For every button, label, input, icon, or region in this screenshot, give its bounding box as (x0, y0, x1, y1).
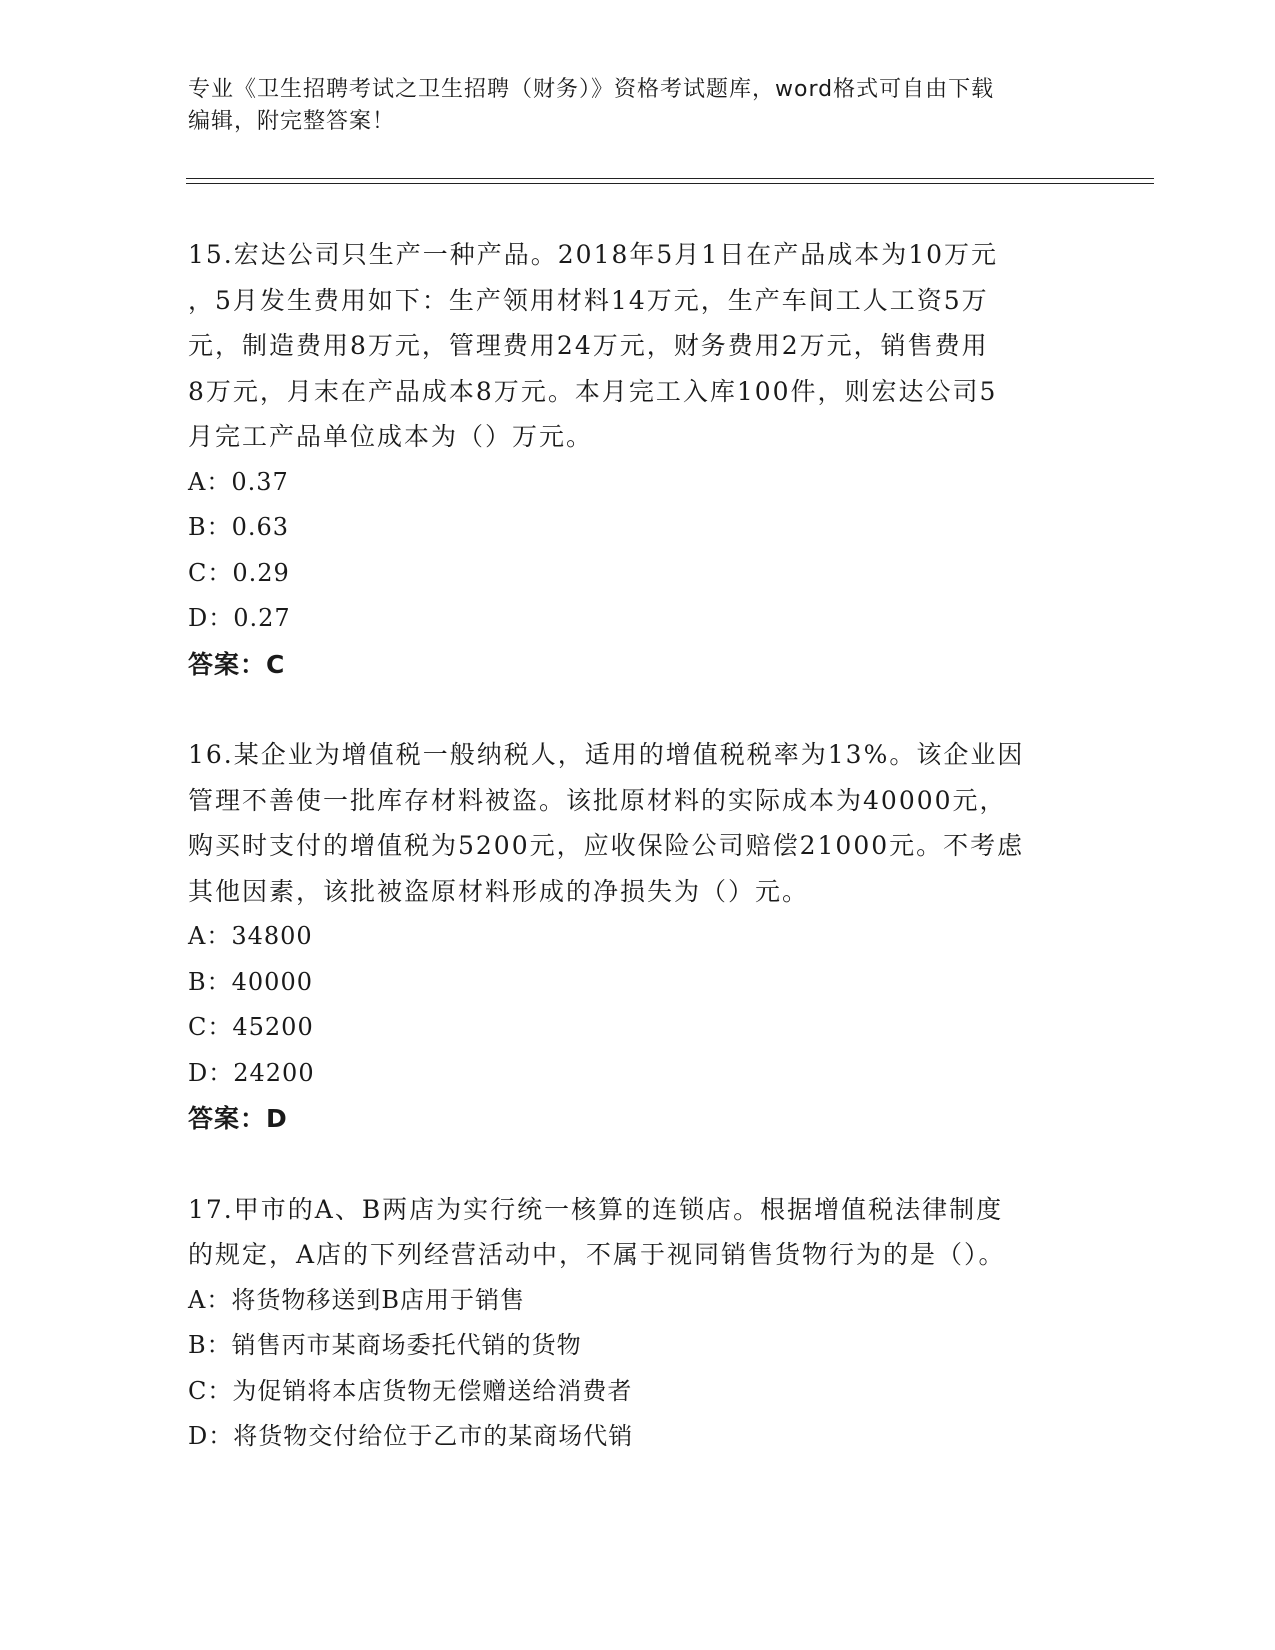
question-stem-line: ，5月发生费用如下：生产领用材料14万元，生产车间工人工资5万 (188, 285, 989, 315)
answer-key: 答案：C (188, 649, 286, 679)
question-2 (188, 732, 1088, 1142)
answer-option: C：0.29 (188, 558, 290, 587)
question-1 (188, 232, 1088, 687)
question-stem-line: 购买时支付的增值税为5200元，应收保险公司赔偿21000元。不考虑 (188, 831, 1025, 860)
answer-option: D：24200 (188, 1058, 315, 1087)
answer-option: B：40000 (188, 967, 313, 996)
answer-option: C：为促销将本店货物无偿赠送给消费者 (188, 1376, 633, 1405)
header-line-1: 专业《卫生招聘考试之卫生招聘（财务）》资格考试题库，word格式可自由下载 (188, 77, 995, 102)
answer-option: B：0.63 (188, 513, 290, 541)
question-list (188, 232, 1088, 1460)
question-stem-line: 的规定，A店的下列经营活动中，不属于视同销售货物行为的是（）。 (188, 1240, 1006, 1269)
header-line-2: 编辑，附完整答案！ (188, 109, 396, 134)
answer-option: A：将货物移送到B店用于销售 (188, 1285, 525, 1314)
question-stem-line: 15.宏达公司只生产一种产品。2018年5月1日在产品成本为10万元 (188, 240, 999, 269)
question-stem-line: 其他因素，该批被盗原材料形成的净损失为（）元。 (188, 876, 810, 906)
answer-option: D：0.27 (188, 604, 291, 632)
question-stem-line: 8万元，月末在产品成本8万元。本月完工入库100件，则宏达公司5 (188, 376, 998, 406)
answer-option: A：34800 (188, 922, 313, 950)
answer-option: B：销售丙市某商场委托代销的货物 (188, 1331, 582, 1359)
answer-key: 答案：D (188, 1104, 288, 1133)
header-divider-top (186, 178, 1154, 179)
answer-option: C：45200 (188, 1013, 314, 1041)
question-spacer (188, 687, 1088, 732)
header-divider-bottom (186, 183, 1154, 184)
question-stem-line: 元，制造费用8万元，管理费用24万元，财务费用2万元，销售费用 (188, 331, 989, 360)
answer-option: D：将货物交付给位于乙市的某商场代销 (188, 1422, 634, 1450)
document-header (188, 74, 1088, 138)
question-stem-line: 16.某企业为增值税一般纳税人，适用的增值税税率为13%。该企业因 (188, 740, 1025, 769)
question-stem-line: 17.甲市的A、B两店为实行统一核算的连锁店。根据增值税法律制度 (188, 1194, 1004, 1224)
question-spacer (188, 1142, 1088, 1187)
question-3 (188, 1187, 1088, 1460)
answer-option: A：0.37 (188, 467, 289, 496)
question-stem-line: 月完工产品单位成本为（）万元。 (188, 422, 594, 451)
question-stem-line: 管理不善使一批库存材料被盗。该批原材料的实际成本为40000元， (188, 785, 1007, 815)
